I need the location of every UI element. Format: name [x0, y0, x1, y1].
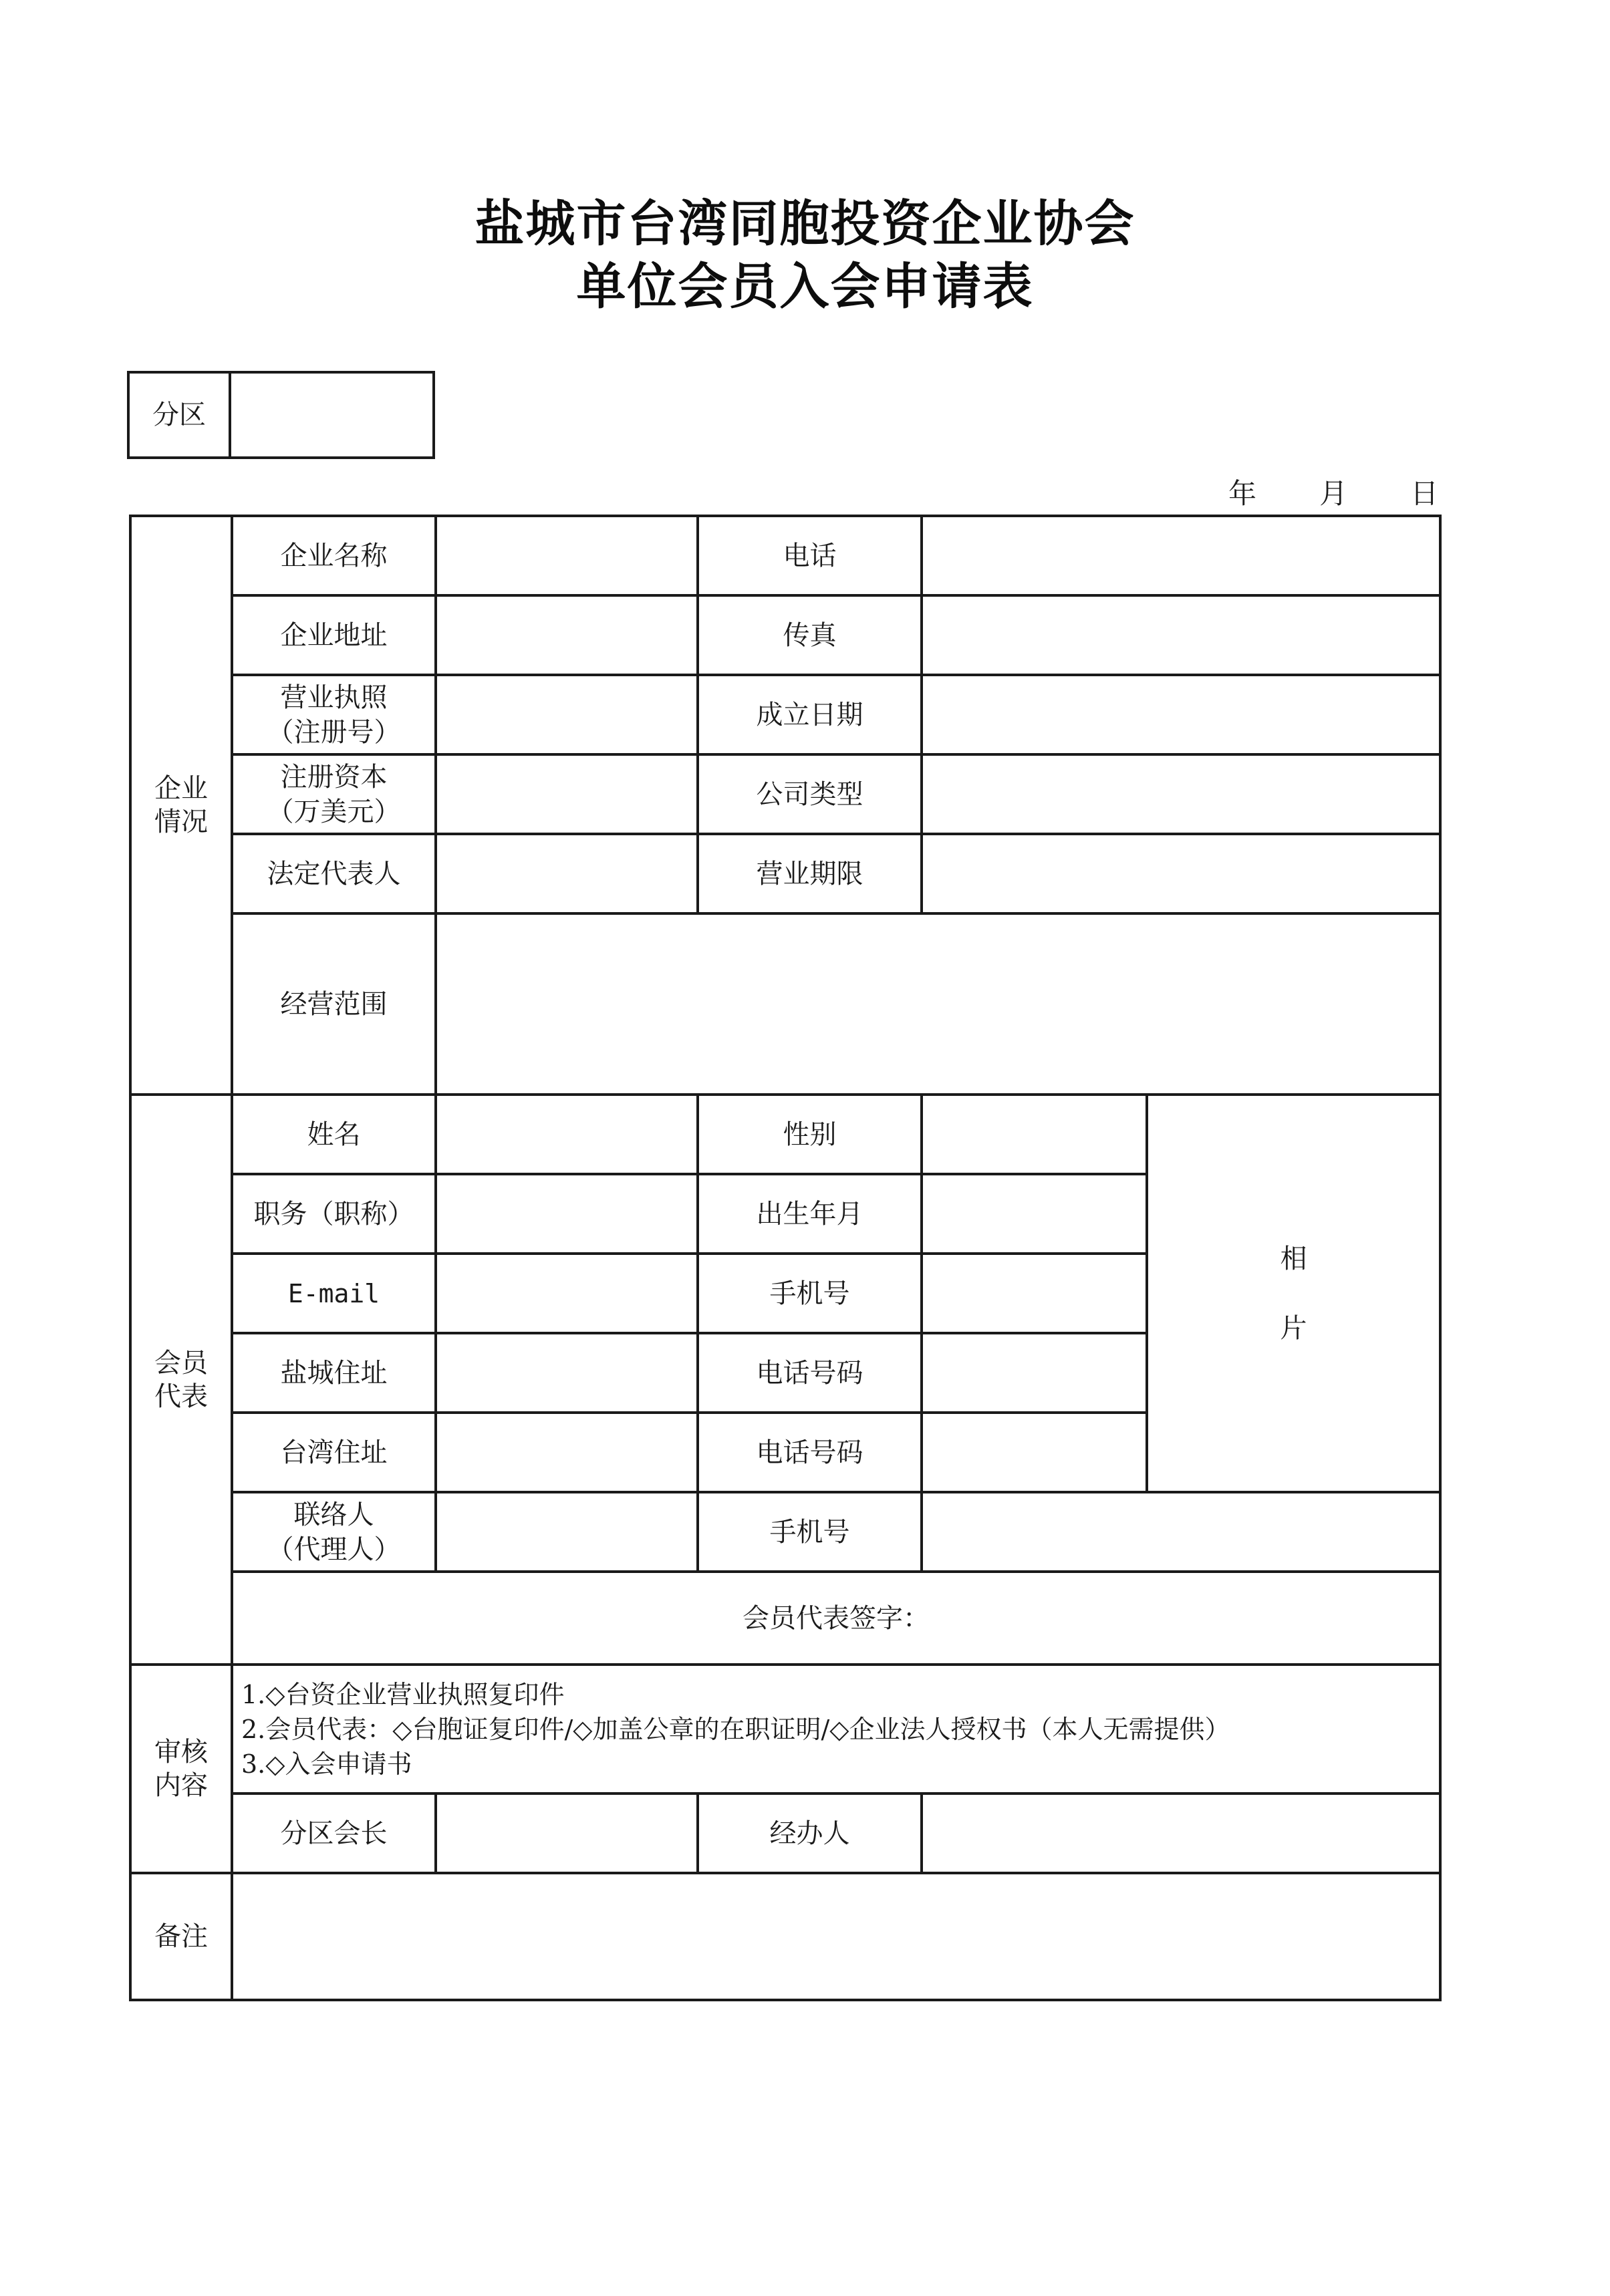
remarks-label: 备注	[130, 1873, 232, 2000]
handler-field[interactable]	[922, 1793, 1440, 1873]
member-gender-label: 性别	[698, 1095, 922, 1174]
member-signature-label: 会员代表签字：	[743, 1602, 930, 1634]
company-fax-label: 传真	[698, 595, 922, 675]
founded-date-label: 成立日期	[698, 675, 922, 754]
contact-person-label: 联络人 （代理人）	[232, 1492, 436, 1572]
business-license-field[interactable]	[436, 675, 698, 754]
member-birth-field[interactable]	[922, 1174, 1147, 1254]
taiwan-phone-field[interactable]	[922, 1413, 1147, 1492]
form-title-line1: 盐城市台湾同胞投资企业协会	[475, 195, 1135, 253]
district-field[interactable]	[230, 372, 434, 458]
review-checklist	[232, 1665, 1440, 1793]
business-term-field[interactable]	[922, 834, 1440, 913]
company-address-label: 企业地址	[232, 595, 436, 675]
date-month: 月	[1319, 477, 1349, 510]
member-gender-field[interactable]	[922, 1095, 1147, 1174]
company-type-field[interactable]	[922, 754, 1440, 834]
founded-date-field[interactable]	[922, 675, 1440, 754]
company-phone-label: 电话	[698, 516, 922, 595]
yancheng-address-field[interactable]	[436, 1333, 698, 1413]
review-item: 2.会员代表：◇台胞证复印件/◇加盖公章的在职证明/◇企业法人授权书（本人无需提供）	[241, 1714, 1230, 1744]
contact-mobile-field[interactable]	[922, 1492, 1440, 1572]
review-section-label: 审核 内容	[130, 1665, 232, 1873]
member-email-label: E-mail	[232, 1254, 436, 1333]
member-position-field[interactable]	[436, 1174, 698, 1254]
member-mobile-label: 手机号	[698, 1254, 922, 1333]
taiwan-address-label: 台湾住址	[232, 1413, 436, 1492]
company-section-label: 企业 情况	[130, 516, 232, 1095]
taiwan-address-field[interactable]	[436, 1413, 698, 1492]
member-email-field[interactable]	[436, 1254, 698, 1333]
company-address-field[interactable]	[436, 595, 698, 675]
registered-capital-label: 注册资本 （万美元）	[232, 754, 436, 834]
member-signature-field[interactable]	[232, 1572, 1440, 1665]
contact-mobile-label: 手机号	[698, 1492, 922, 1572]
company-name-label: 企业名称	[232, 516, 436, 595]
remarks-field[interactable]	[232, 1873, 1440, 2000]
registered-capital-field[interactable]	[436, 754, 698, 834]
legal-representative-field[interactable]	[436, 834, 698, 913]
district-label: 分区	[128, 372, 230, 458]
taiwan-phone-label: 电话号码	[698, 1413, 922, 1492]
company-name-field[interactable]	[436, 516, 698, 595]
review-item: 3.◇入会申请书	[241, 1749, 412, 1779]
date-year: 年	[1228, 477, 1258, 510]
business-scope-field[interactable]	[436, 913, 1440, 1095]
company-phone-field[interactable]	[922, 516, 1440, 595]
business-term-label: 营业期限	[698, 834, 922, 913]
member-name-field[interactable]	[436, 1095, 698, 1174]
form-title-line2: 单位会员入会申请表	[576, 258, 1034, 315]
photo-label-2: 片	[1280, 1312, 1307, 1344]
photo-label-1: 相	[1280, 1243, 1307, 1274]
business-scope-label: 经营范围	[232, 913, 436, 1095]
photo-box[interactable]	[1147, 1095, 1440, 1492]
contact-person-field[interactable]	[436, 1492, 698, 1572]
yancheng-phone-label: 电话号码	[698, 1333, 922, 1413]
member-birth-label: 出生年月	[698, 1174, 922, 1254]
legal-representative-label: 法定代表人	[232, 834, 436, 913]
business-license-label: 营业执照 （注册号）	[232, 675, 436, 754]
yancheng-address-label: 盐城住址	[232, 1333, 436, 1413]
district-chair-field[interactable]	[436, 1793, 698, 1873]
application-form-table	[129, 515, 1442, 2001]
company-fax-field[interactable]	[922, 595, 1440, 675]
member-mobile-field[interactable]	[922, 1254, 1147, 1333]
member-position-label: 职务（职称）	[232, 1174, 436, 1254]
date-line	[1228, 472, 1440, 512]
handler-label: 经办人	[698, 1793, 922, 1873]
company-type-label: 公司类型	[698, 754, 922, 834]
member-section-label: 会员 代表	[130, 1095, 232, 1665]
yancheng-phone-field[interactable]	[922, 1333, 1147, 1413]
member-name-label: 姓名	[232, 1095, 436, 1174]
review-item: 1.◇台资企业营业执照复印件	[241, 1679, 565, 1709]
district-chair-label: 分区会长	[232, 1793, 436, 1873]
district-table	[127, 371, 435, 459]
date-day: 日	[1410, 477, 1440, 510]
